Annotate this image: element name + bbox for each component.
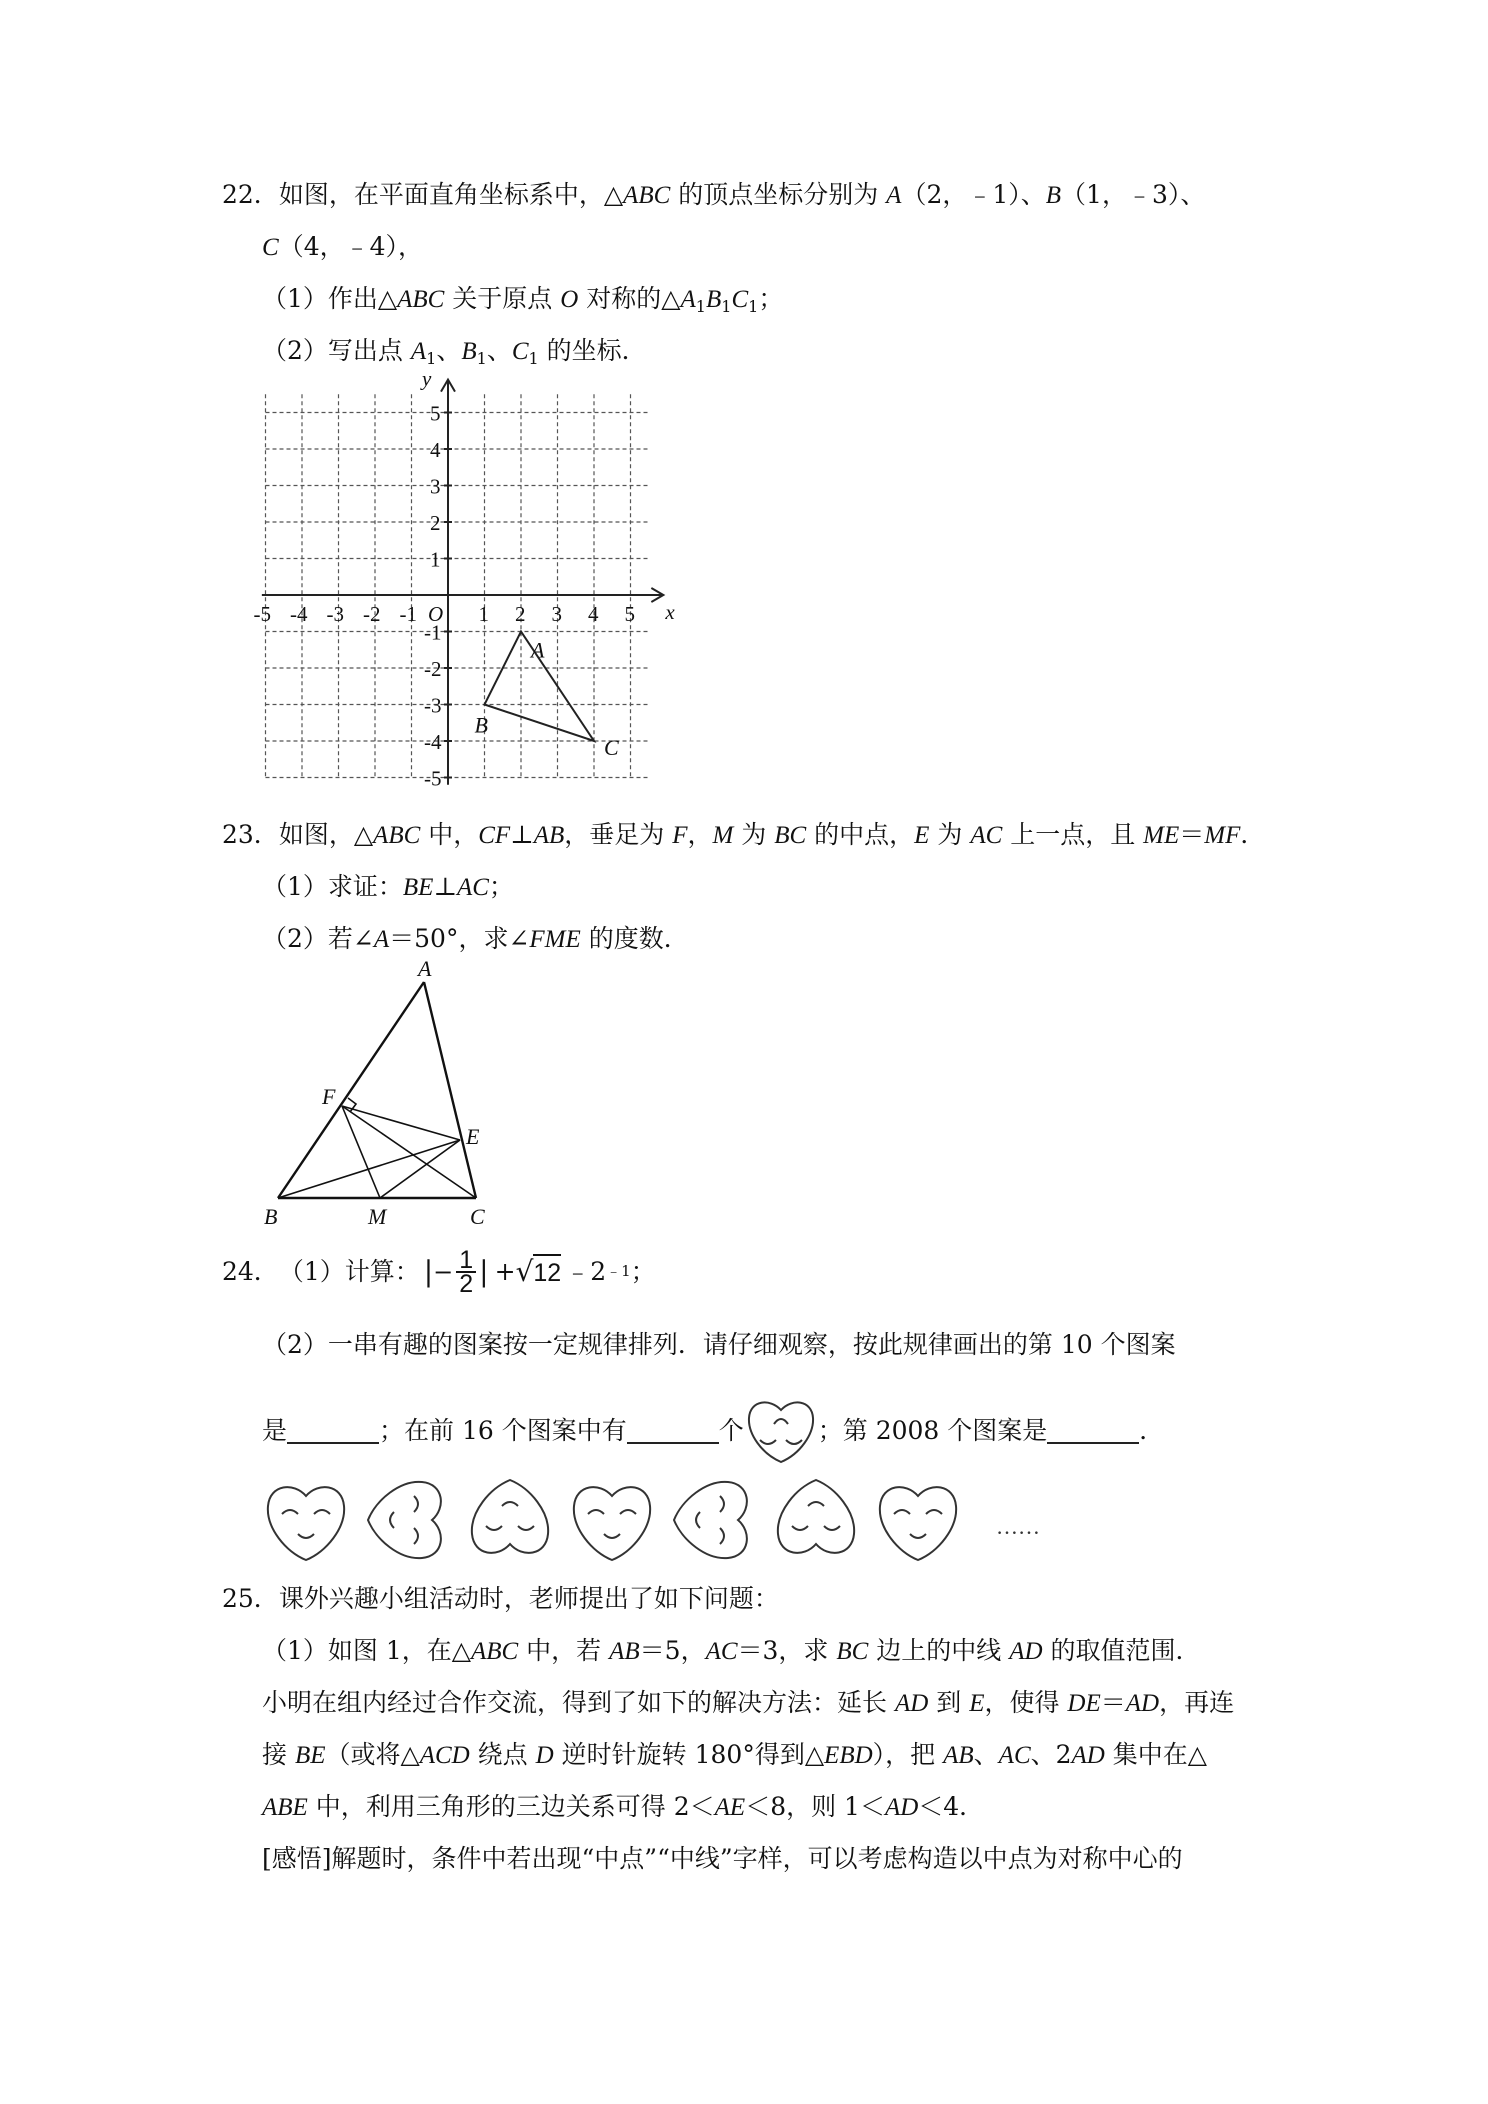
q23-label-A: A [418, 956, 432, 981]
q23-part2: （2）若∠A＝50°，求∠FME 的度数． [262, 924, 689, 953]
y-axis-label: y [422, 366, 432, 391]
q24-part2-line1: （2）一串有趣的图案按一定规律排列．请仔细观察，按此规律画出的第 10 个图案 [262, 1330, 1176, 1359]
pattern-4 [574, 1487, 650, 1560]
x-tick-label: -2 [363, 602, 381, 626]
y-tick-label: -3 [424, 693, 442, 718]
x-tick-label: -5 [253, 602, 271, 626]
x-tick-label: 3 [551, 602, 562, 626]
origin-label: O [428, 602, 444, 626]
x-tick-label: 2 [515, 602, 526, 626]
q23-triangle-figure [262, 958, 522, 1230]
pattern-6 [778, 1480, 854, 1553]
q23-label-F: F [322, 1084, 336, 1109]
x-tick-label: 4 [588, 602, 599, 626]
x-tick-label: 5 [624, 602, 635, 626]
q23-label-B: B [264, 1204, 278, 1229]
point-label-C: C [604, 735, 619, 760]
q23-label-M: M [368, 1204, 387, 1229]
pattern-2 [368, 1482, 441, 1558]
q25-number: 25． [222, 1584, 279, 1613]
q25-insight: [感悟]解题时，条件中若出现“中点”“中线”字样，可以考虑构造以中点为对称中心的 [262, 1844, 1183, 1873]
y-tick-label: 1 [430, 547, 441, 572]
q25-solution-line1: 小明在组内经过合作交流，得到了如下的解决方法：延长 AD 到 E，使得 DE＝AD，再连 [262, 1688, 1235, 1717]
point-label-A: A [531, 637, 545, 663]
heart-face-icon [744, 1396, 818, 1466]
point-label-B: B [474, 712, 488, 738]
x-tick-label: -3 [326, 602, 344, 626]
y-tick-label: 5 [430, 401, 441, 426]
q25-solution-line2: 接 BE（或将△ACD 绕点 D 逆时针旋转 180°得到△EBD），把 AB、AC、2AD 集中在△ [262, 1740, 1208, 1769]
q23-stem: 23．如图，△ABC 中，CF⊥AB，垂足为 F，M 为 BC 的中点，E 为 AC 上一点，且 ME＝MF． [222, 820, 1266, 849]
q25-part1: （1）如图 1，在△ABC 中，若 AB＝5，AC＝3，求 BC 边上的中线 AD 的取值范围． [262, 1636, 1201, 1665]
y-tick-label: -4 [424, 730, 442, 754]
q24-fraction: $\frac{1}{2}$ [456, 1249, 476, 1295]
pattern-7 [880, 1487, 956, 1560]
y-tick-label: 3 [430, 474, 441, 499]
answer-blank-1[interactable] [287, 1418, 379, 1444]
q23-number: 23． [222, 820, 279, 849]
q22-coordinate-grid [253, 366, 682, 791]
x-axis-label: x [665, 600, 675, 624]
pattern-ellipsis: …… [996, 1514, 1040, 1539]
x-tick-label: -1 [399, 602, 417, 626]
y-tick-label: -5 [424, 766, 442, 791]
answer-blank-3[interactable] [1047, 1418, 1139, 1444]
q23-label-C: C [470, 1204, 485, 1229]
q22-number: 22． [222, 180, 279, 209]
q24-pattern-sequence [258, 1476, 1058, 1566]
q25-solution-line3: ABE 中，利用三角形的三边关系可得 2＜AE＜8，则 1＜AD＜4． [262, 1792, 985, 1821]
y-tick-label: -1 [424, 620, 442, 645]
q22-part1: （1）作出△ABC 关于原点 O 对称的$\triangle A_1B_1C_1$； [262, 284, 784, 316]
q23-label-E: E [466, 1124, 480, 1149]
x-tick-label: 1 [478, 602, 489, 626]
pattern-3 [472, 1480, 548, 1553]
y-tick-label: -2 [424, 657, 442, 681]
q24-sqrt-arg: 12 [533, 1254, 561, 1290]
q25-stem: 25．课外兴趣小组活动时，老师提出了如下问题： [222, 1584, 779, 1613]
q24-number: 24． [222, 1257, 279, 1286]
q22-stem-line1: 22．如图，在平面直角坐标系中，△ABC 的顶点坐标分别为 A（2，﹣1）、B（1，﹣3）、 [222, 180, 1206, 209]
pattern-5 [674, 1482, 747, 1558]
answer-blank-2[interactable] [627, 1418, 719, 1444]
y-tick-label: 4 [430, 438, 441, 462]
q24-part1: 24． （1）计算： | − $\frac{1}{2}$ | + √ 12 ﹣2 ﹣1 ； [222, 1246, 656, 1298]
q23-part1: （1）求证：BE⊥AC； [262, 872, 514, 901]
q24-part2-line2: 是 ；在前 16 个图案中有 个 ；第 2008 个图案是 ． [262, 1396, 1164, 1466]
q22-stem-line2: C（4，﹣4）， [262, 232, 423, 261]
x-tick-label: -4 [290, 602, 308, 626]
y-tick-label: 2 [430, 511, 441, 535]
pattern-1 [268, 1487, 344, 1560]
q22-part2: （2）写出点 $A_1$、$B_1$、$C_1$ 的坐标． [262, 336, 647, 368]
